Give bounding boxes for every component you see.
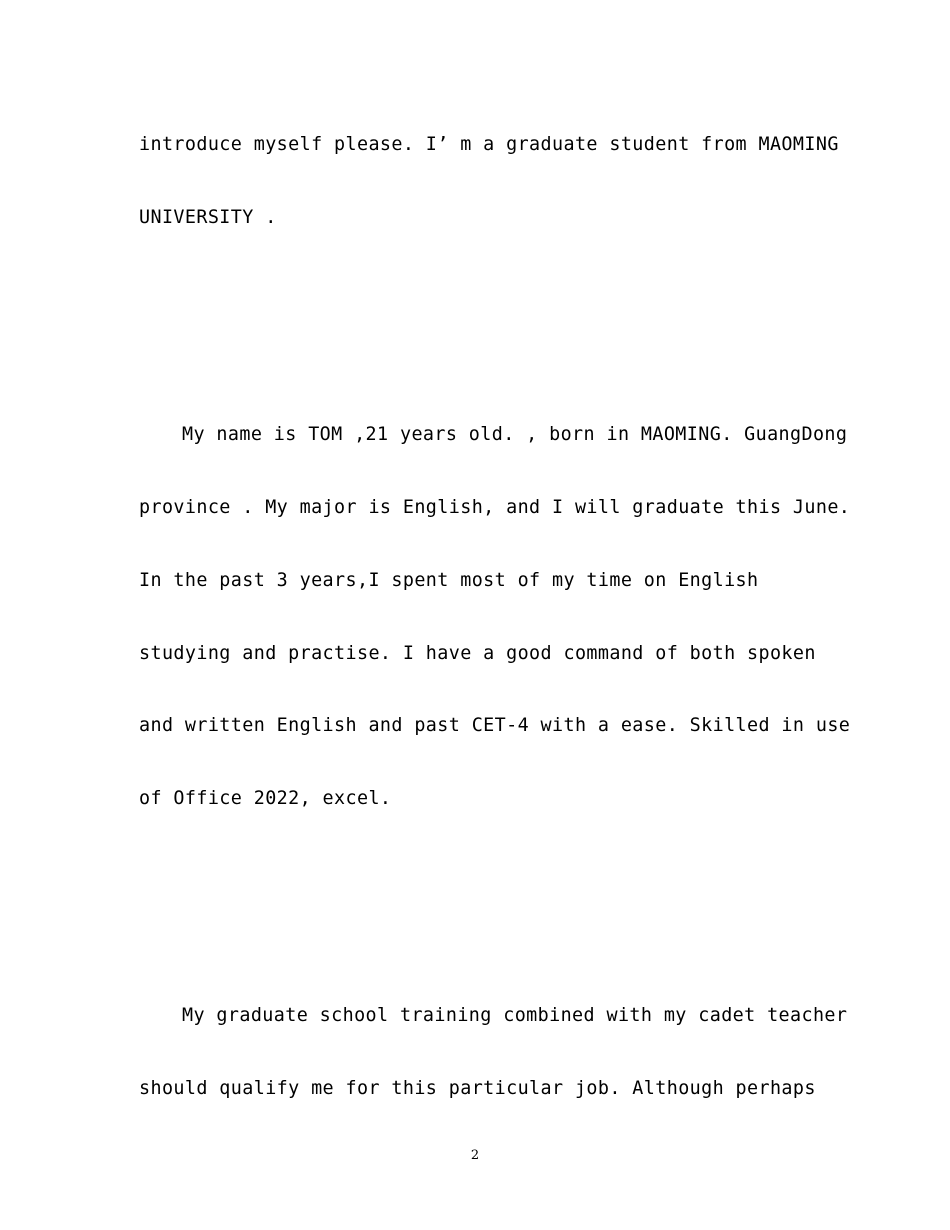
paragraph-2-line-2: province . My major is English, and I will graduate this June. [139, 497, 851, 518]
paragraph-2-line-1: My name is TOM ,21 years old. , born in MAOMING. GuangDong [182, 424, 848, 445]
paragraph-3-line-2: should qualify me for this particular job. Although perhaps [139, 1078, 816, 1099]
paragraph-3-line-1: My graduate school training combined with my cadet teacher [182, 1005, 848, 1026]
paragraph-2-line-5: and written English and past CET-4 with a ease. Skilled in use [139, 715, 851, 736]
paragraph-2-line-3: In the past 3 years,I spent most of my time on English [139, 570, 759, 591]
paragraph-2-line-6: of Office 2022, excel. [139, 788, 392, 809]
paragraph-2-line-4: studying and practise. I have a good command of both spoken [139, 643, 816, 664]
page-number: 2 [470, 1148, 480, 1163]
paragraph-1-line-1: introduce myself please. I’ m a graduate student from MAOMING [139, 134, 839, 155]
paragraph-1-line-2: UNIVERSITY . [139, 207, 277, 228]
